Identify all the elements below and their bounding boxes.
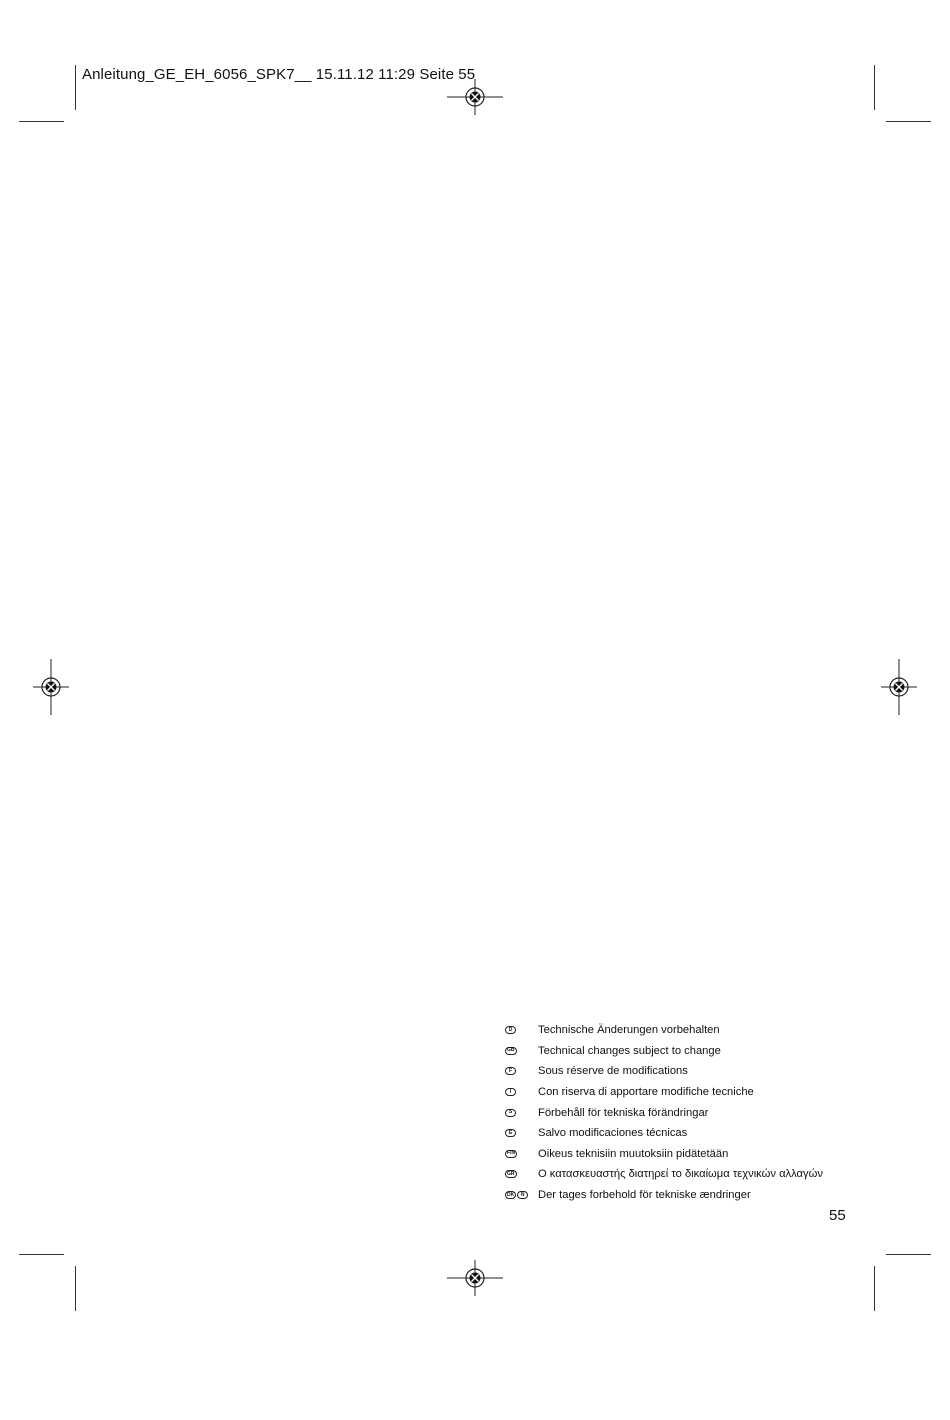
- crop-mark-bottom-right-horizontal: [886, 1254, 931, 1255]
- notice-row-fr: [505, 1061, 823, 1082]
- crop-mark-bottom-right-vertical: [874, 1266, 875, 1311]
- crop-mark-bottom-left-vertical: [75, 1266, 76, 1311]
- notice-text-fi: Oikeus teknisiin muutoksiin pidätetään: [538, 1147, 729, 1160]
- notice-row-it: [505, 1082, 823, 1103]
- language-code-icon: F: [505, 1067, 516, 1075]
- technical-changes-notice: [505, 1020, 823, 1205]
- notice-text-dk-n: Der tages forbehold för tekniske ændringer: [538, 1189, 751, 1202]
- language-badge-gb: [505, 1047, 538, 1055]
- notice-row-dk-n: [505, 1185, 823, 1206]
- language-badge-se: [505, 1109, 538, 1117]
- language-badge-de: [505, 1026, 538, 1034]
- language-code-icon: I: [505, 1088, 516, 1096]
- registration-mark-left-icon: [23, 659, 79, 715]
- language-badge-es: [505, 1129, 538, 1137]
- crop-mark-bottom-left-horizontal: [19, 1254, 64, 1255]
- notice-row-fi: [505, 1144, 823, 1165]
- notice-row-se: [505, 1102, 823, 1123]
- language-code-icon: GB: [507, 1047, 515, 1054]
- notice-text-fr: Sous réserve de modifications: [538, 1065, 688, 1078]
- language-code-icon: E: [505, 1129, 516, 1137]
- language-code-icon: FIN: [507, 1150, 516, 1157]
- crop-mark-top-right-horizontal: [886, 121, 931, 122]
- language-code-icon: N: [517, 1191, 528, 1199]
- notice-text-es: Salvo modificaciones técnicas: [538, 1127, 688, 1140]
- crop-mark-top-left-vertical: [75, 65, 76, 110]
- language-code-icon: D: [505, 1026, 516, 1034]
- notice-text-se: Förbehåll för tekniska förändringar: [538, 1106, 709, 1119]
- notice-row-es: [505, 1123, 823, 1144]
- registration-mark-right-icon: [871, 659, 927, 715]
- page-number: 55: [829, 1207, 846, 1224]
- notice-row-gr: [505, 1164, 823, 1185]
- crop-mark-top-right-vertical: [874, 65, 875, 110]
- language-code-icon: DK: [507, 1191, 515, 1198]
- language-badge-gr: [505, 1170, 538, 1178]
- notice-row-de: [505, 1020, 823, 1041]
- notice-text-gb: Technical changes subject to change: [538, 1044, 721, 1057]
- language-badge-dk-n: [505, 1191, 538, 1199]
- notice-text-it: Con riserva di apportare modifiche tecniche: [538, 1086, 754, 1099]
- language-code-icon: GR: [507, 1170, 515, 1177]
- notice-row-gb: [505, 1041, 823, 1062]
- notice-text-gr: Ο κατασκευαστής διατηρεί το δικαίωμα τεχνικών αλλαγών: [538, 1168, 823, 1181]
- crop-mark-top-left-horizontal: [19, 121, 64, 122]
- print-slug-header: Anleitung_GE_EH_6056_SPK7__ 15.11.12 11:29 Seite 55: [82, 66, 476, 83]
- language-code-icon: S: [505, 1109, 516, 1117]
- language-badge-it: [505, 1088, 538, 1096]
- language-badge-fr: [505, 1067, 538, 1075]
- registration-mark-bottom-icon: [447, 1250, 503, 1306]
- language-badge-fi: [505, 1150, 538, 1158]
- notice-text-de: Technische Änderungen vorbehalten: [538, 1024, 720, 1037]
